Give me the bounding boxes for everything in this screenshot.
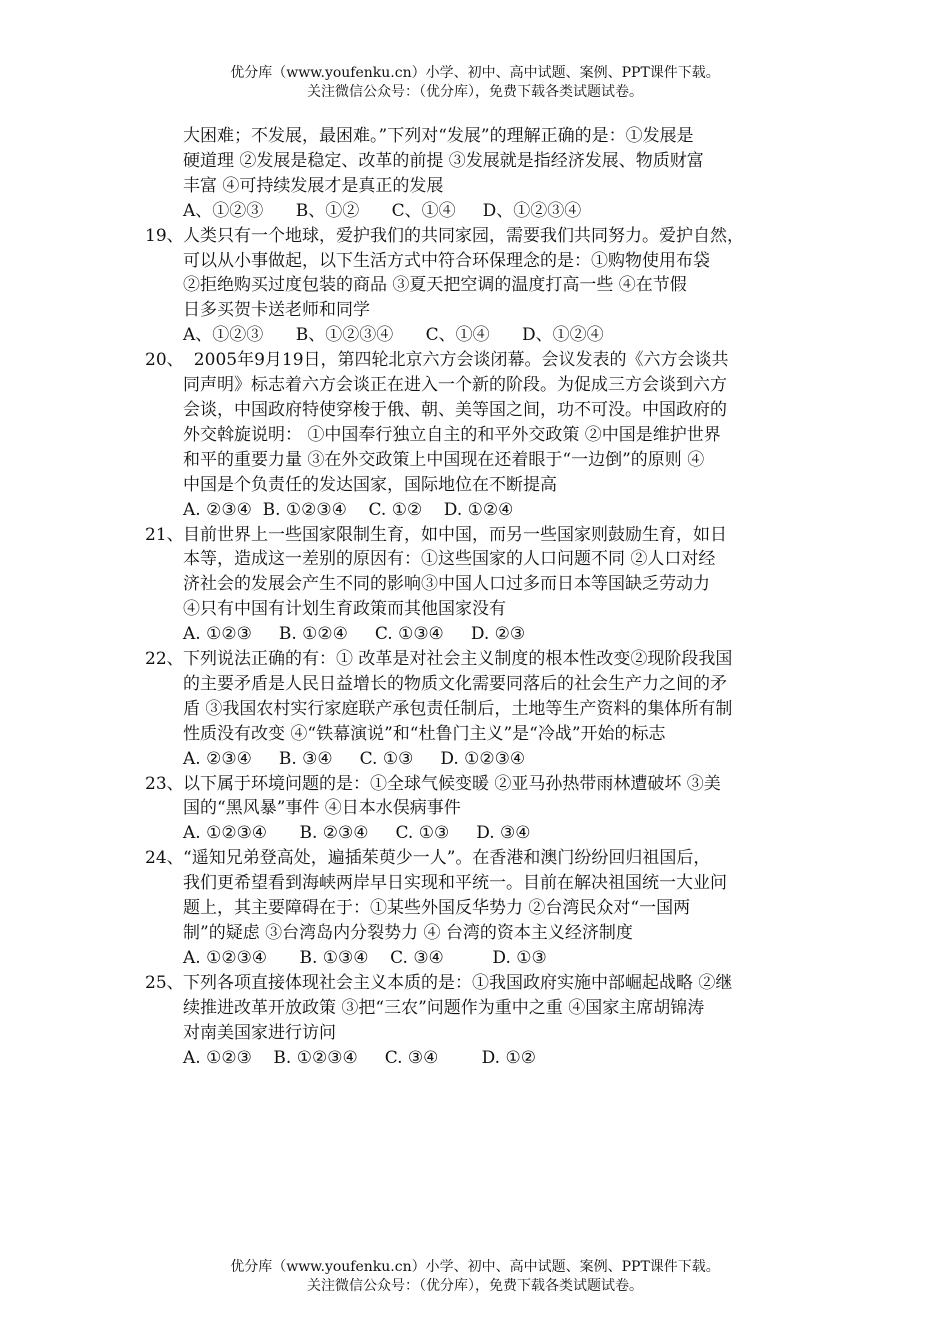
question-23-line: 国的“黑风暴”事件 ④日本水俣病事件 bbox=[183, 798, 461, 819]
question-22-line: 性质没有改变 ④“铁幕演说”和“杜鲁门主义”是“冷战”开始的标志 bbox=[183, 723, 666, 744]
question-19-line: 可以从小事做起，以下生活方式中符合环保理念的是：①购物使用布袋 bbox=[183, 250, 710, 271]
question-number: 24、 bbox=[145, 848, 184, 869]
question-25-options: A. ①②③ B. ①②③④ C. ③④ D. ①② bbox=[183, 1047, 536, 1068]
question-21-line: 目前世界上一些国家限制生育，如中国，而另一些国家则鼓励生育，如日 bbox=[183, 524, 727, 545]
question-19-line: 人类只有一个地球，爱护我们的共同家园，需要我们共同努力。爱护自然， bbox=[183, 225, 744, 246]
question-25 bbox=[145, 971, 825, 1071]
question-20-line: 中国是个负责任的发达国家，国际地位在不断提高 bbox=[183, 474, 557, 495]
page-header bbox=[0, 64, 950, 102]
question-21-line: 本等，造成这一差别的原因有：①这些国家的人口问题不同 ②人口对经 bbox=[183, 549, 716, 570]
question-23-line: 以下属于环境问题的是：①全球气候变暖 ②亚马孙热带雨林遭破坏 ③美 bbox=[183, 773, 721, 794]
footer-line-1: 优分库（www.youfenku.cn）小学、初中、高中试题、案例、PPT课件下载。 bbox=[230, 1259, 720, 1275]
question-19 bbox=[145, 224, 825, 349]
question-number: 23、 bbox=[145, 773, 184, 794]
question-23-options: A. ①②③④ B. ②③④ C. ①③ D. ③④ bbox=[183, 823, 531, 844]
question-25-line: 续推进改革开放政策 ③把“三农”问题作为重中之重 ④国家主席胡锦涛 bbox=[183, 997, 705, 1018]
question-19-line: ②拒绝购买过度包装的商品 ③夏天把空调的温度打高一些 ④在节假 bbox=[183, 275, 687, 296]
question-number: 19、 bbox=[145, 225, 184, 246]
question-18-options: A、①②③ B、①② C、①④ D、①②③④ bbox=[183, 200, 582, 221]
question-21-line: ④只有中国有计划生育政策而其他国家没有 bbox=[183, 599, 506, 620]
question-18-line: 丰富 ④可持续发展才是真正的发展 bbox=[183, 175, 444, 196]
question-21 bbox=[145, 523, 825, 648]
question-24-options: A. ①②③④ B. ①③④ C. ③④ D. ①③ bbox=[183, 947, 547, 968]
question-22 bbox=[145, 647, 825, 772]
question-20-options: A. ②③④ B. ①②③④ C. ①② D. ①②④ bbox=[183, 499, 514, 520]
question-24-line: 我们更希望看到海峡两岸早日实现和平统一。目前在解决祖国统一大业问 bbox=[183, 873, 727, 894]
question-25-line: 下列各项直接体现社会主义本质的是：①我国政府实施中部崛起战略 ②继 bbox=[183, 972, 733, 993]
page-footer bbox=[0, 1258, 950, 1296]
footer-line-2: 关注微信公众号：（优分库），免费下载各类试题试卷。 bbox=[307, 1278, 643, 1294]
question-22-line: 盾 ③我国农村实行家庭联产承包责任制后，土地等生产资料的集体所有制 bbox=[183, 698, 733, 719]
question-20-line: 2005年9月19日，第四轮北京六方会谈闭幕。会议发表的《六方会谈共 bbox=[183, 350, 729, 371]
question-24 bbox=[145, 846, 825, 971]
question-19-options: A、①②③ B、①②③④ C、①④ D、①②④ bbox=[183, 325, 604, 346]
question-24-line: “遥知兄弟登高处，遍插茱萸少一人”。在香港和澳门纷纷回归祖国后， bbox=[183, 848, 711, 869]
exam-body bbox=[145, 124, 825, 1070]
question-20 bbox=[145, 348, 825, 522]
question-20-line: 同声明》标志着六方会谈正在进入一个新的阶段。为促成三方会谈到六方 bbox=[183, 375, 727, 396]
question-22-options: A. ②③④ B. ③④ C. ①③ D. ①②③④ bbox=[183, 748, 526, 769]
question-22-line: 的主要矛盾是人民日益增长的物质文化需要同落后的社会生产力之间的矛 bbox=[183, 673, 727, 694]
header-line-1: 优分库（www.youfenku.cn）小学、初中、高中试题、案例、PPT课件下载。 bbox=[230, 65, 720, 81]
question-20-line: 和平的重要力量 ③在外交政策上中国现在还着眼于“一边倒”的原则 ④ bbox=[183, 449, 705, 470]
question-number: 21、 bbox=[145, 524, 184, 545]
question-number: 25、 bbox=[145, 972, 184, 993]
question-number: 20、 bbox=[145, 350, 184, 371]
question-18-continued bbox=[145, 124, 825, 224]
question-24-line: 制”的疑虑 ③台湾岛内分裂势力 ④ 台湾的资本主义经济制度 bbox=[183, 923, 633, 943]
question-20-line: 外交斡旋说明： ①中国奉行独立自主的和平外交政策 ②中国是维护世界 bbox=[183, 424, 721, 445]
question-number: 22、 bbox=[145, 649, 184, 670]
question-24-line: 题上，其主要障碍在于：①某些外国反华势力 ②台湾民众对“一国两 bbox=[183, 898, 691, 919]
question-21-options: A. ①②③ B. ①②④ C. ①③④ D. ②③ bbox=[183, 624, 526, 645]
header-line-2: 关注微信公众号：（优分库），免费下载各类试题试卷。 bbox=[307, 84, 643, 100]
question-19-line: 日多买贺卡送老师和同学 bbox=[183, 300, 370, 321]
question-21-line: 济社会的发展会产生不同的影响③中国人口过多而日本等国缺乏劳动力 bbox=[183, 574, 710, 595]
question-23 bbox=[145, 772, 825, 847]
question-20-line: 会谈，中国政府特使穿梭于俄、朝、美等国之间，功不可没。中国政府的 bbox=[183, 399, 727, 420]
question-22-line: 下列说法正确的有：① 改革是对社会主义制度的根本性改变②现阶段我国 bbox=[183, 649, 733, 670]
question-25-line: 对南美国家进行访问 bbox=[183, 1022, 336, 1043]
question-18-line: 硬道理 ②发展是稳定、改革的前提 ③发展就是指经济发展、物质财富 bbox=[183, 150, 704, 171]
question-18-line: 大困难；不发展，最困难。”下列对“发展”的理解正确的是：①发展是 bbox=[183, 126, 694, 146]
